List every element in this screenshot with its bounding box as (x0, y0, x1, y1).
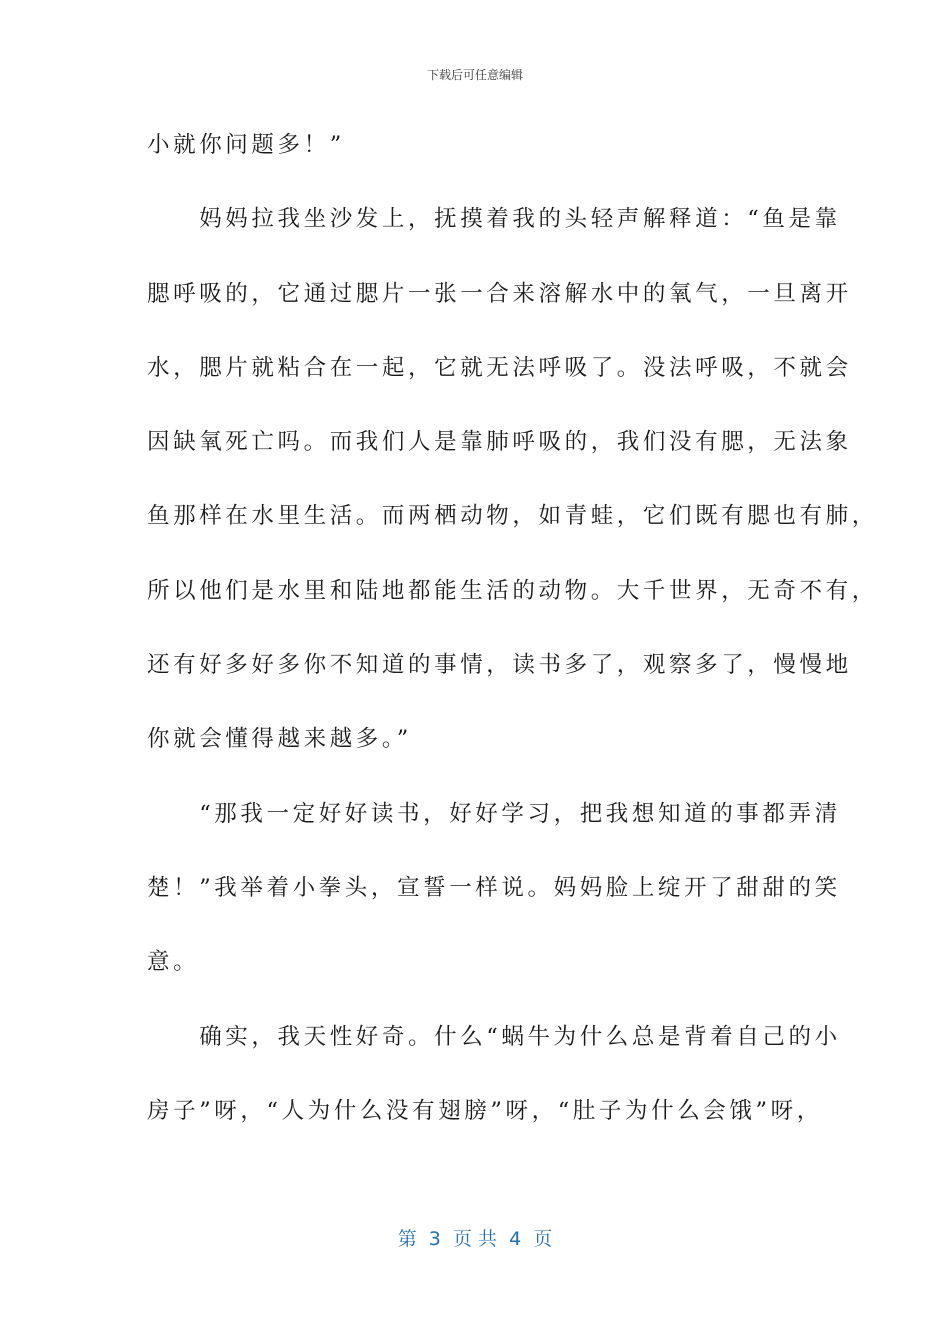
text-line: 因缺氧死亡吗。而我们人是靠肺呼吸的，我们没有腮，无法象 (147, 429, 852, 455)
text-line: 房子”呀，“人为什么没有翅膀”呀，“肚子为什么会饿”呀， (147, 1098, 823, 1124)
text-line: 水，腮片就粘合在一起，它就无法呼吸了。没法呼吸，不就会 (147, 355, 852, 381)
text-line: 楚！”我举着小拳头，宣誓一样说。妈妈脸上绽开了甜甜的笑 (147, 875, 841, 901)
text-line: 确实，我天性好奇。什么“蜗牛为什么总是背着自己的小 (147, 1024, 841, 1050)
text-line: 意。 (147, 949, 200, 975)
text-line: 腮呼吸的，它通过腮片一张一合来溶解水中的氧气，一旦离开 (147, 281, 852, 307)
header-note: 下载后可任意编辑 (426, 68, 523, 82)
text-line: 妈妈拉我坐沙发上，抚摸着我的头轻声解释道：“鱼是靠 (147, 206, 841, 232)
text-line: 小就你问题多！” (147, 132, 345, 158)
text-line: 所以他们是水里和陆地都能生活的动物。大千世界，无奇不有， (147, 578, 878, 604)
text-line: “那我一定好好读书，好好学习，把我想知道的事都弄清 (147, 801, 841, 827)
page-number-footer: 第 3 页 共 4 页 (397, 1228, 553, 1250)
text-line: 你就会懂得越来越多。” (147, 726, 412, 752)
text-line: 还有好多好多你不知道的事情，读书多了，观察多了，慢慢地 (147, 652, 852, 678)
text-line: 鱼那样在水里生活。而两栖动物，如青蛙，它们既有腮也有肺， (147, 503, 878, 529)
